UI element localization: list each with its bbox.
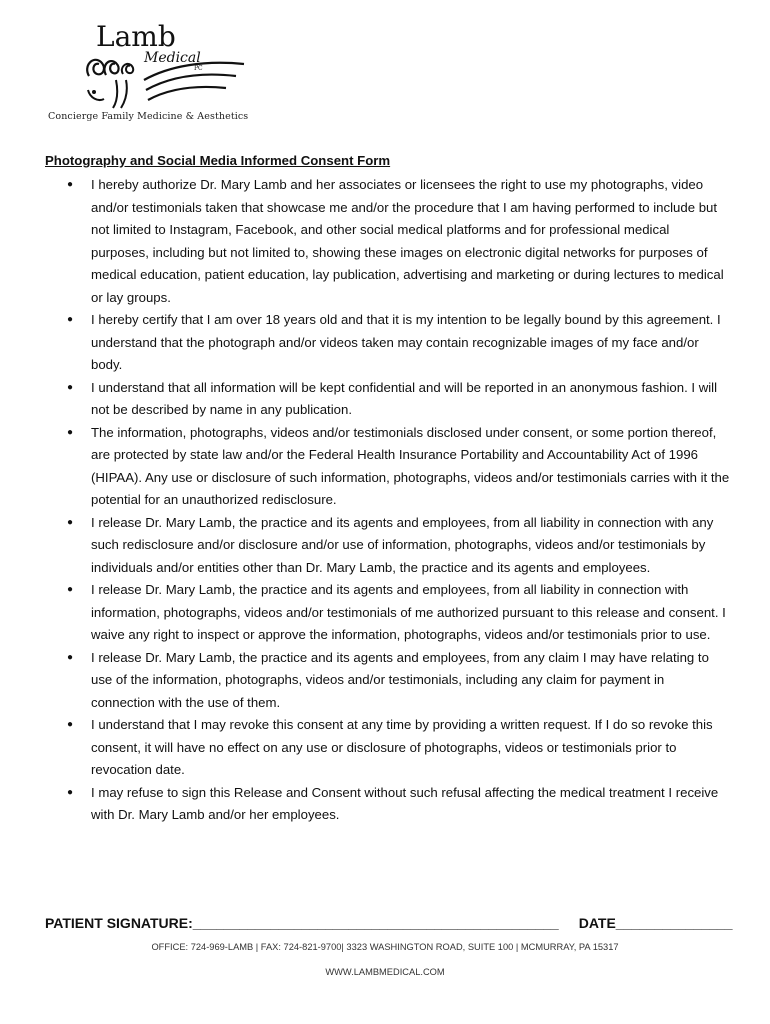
consent-clause: ● I release Dr. Mary Lamb, the practice and its agents and employees, from all liability in connection with information, photographs, videos and/or testimonials of me authorized pursuant to this release and consent. I waive any right to inspect or approve the information, photographs, videos and/or testimonials prior to use.: [45, 579, 730, 647]
form-title: Photography and Social Media Informed Consent Form: [45, 153, 391, 168]
consent-clause: ● I hereby certify that I am over 18 years old and that it is my intention to be legally bound by this agreement. I understand that the photograph and/or videos taken may contain recognizable images of my face and/or body.: [45, 309, 730, 377]
logo-name: Lamb: [96, 20, 176, 53]
lamb-medical-logo: [44, 18, 254, 128]
logo-suffix: PC: [194, 65, 203, 72]
consent-clause: ● I understand that all information will be kept confidential and will be reported in an anonymous fashion. I will not be described by name in any publication.: [45, 377, 730, 422]
consent-clause: ● I may refuse to sign this Release and Consent without such refusal affecting the medical treatment I receive with Dr. Mary Lamb and/or her employees.: [45, 782, 730, 827]
footer-website[interactable]: WWW.LAMBMEDICAL.COM: [325, 967, 445, 977]
consent-clause: ● I understand that I may revoke this consent at any time by providing a written request. If I do so revoke this consent, it will have no effect on any use or disclosure of photographs, videos or testimonials prior to revocation date.: [45, 714, 730, 782]
footer-address: OFFICE: 724-969-LAMB | FAX: 724-821-9700| 3323 WASHINGTON ROAD, SUITE 100 | MCMURRAY, PA 15317: [151, 942, 619, 952]
lamb-logo-graphic: [44, 18, 254, 118]
date-field[interactable]: DATE_______________: [578, 915, 733, 931]
signature-line: [45, 915, 733, 931]
consent-clause: ● The information, photographs, videos and/or testimonials disclosed under consent, or some portion thereof, are protected by state law and/or the Federal Health Insurance Portability and Accountability Act of 1996 (HIPAA). Any use or disclosure of such information, photographs, videos and/or testimonials carries with it the potential for an unauthorized redisclosure.: [45, 422, 730, 512]
consent-clause: ● I release Dr. Mary Lamb, the practice and its agents and employees, from all liability in connection with any such redisclosure and/or disclosure and/or use of information, photographs, videos and/or testimonials by individuals and/or entities other than Dr. Mary Lamb, the practice and its agents and employees.: [45, 512, 730, 580]
consent-clause: ● I hereby authorize Dr. Mary Lamb and her associates or licensees the right to use my photographs, video and/or testimonials taken that showcase me and/or the procedure that I am having performed to include but not limited to Instagram, Facebook, and other social medical platforms and for professional medical purposes, including but not limited to, showing these images on electronic digital networks for purposes of medical education, patient education, lay publication, advertising and marketing or during lectures to medical or lay groups.: [45, 174, 730, 309]
logo-tagline: Concierge Family Medicine & Aesthetics: [48, 111, 249, 122]
consent-clauses: [45, 174, 730, 827]
consent-clause: ● I release Dr. Mary Lamb, the practice and its agents and employees, from any claim I may have relating to use of the information, photographs, videos and/or testimonials, including any claim for payment in connection with the use of them.: [45, 647, 730, 715]
patient-signature-field[interactable]: PATIENT SIGNATURE:_______________________________________________: [45, 915, 559, 931]
logo-medical: Medical: [144, 50, 201, 66]
